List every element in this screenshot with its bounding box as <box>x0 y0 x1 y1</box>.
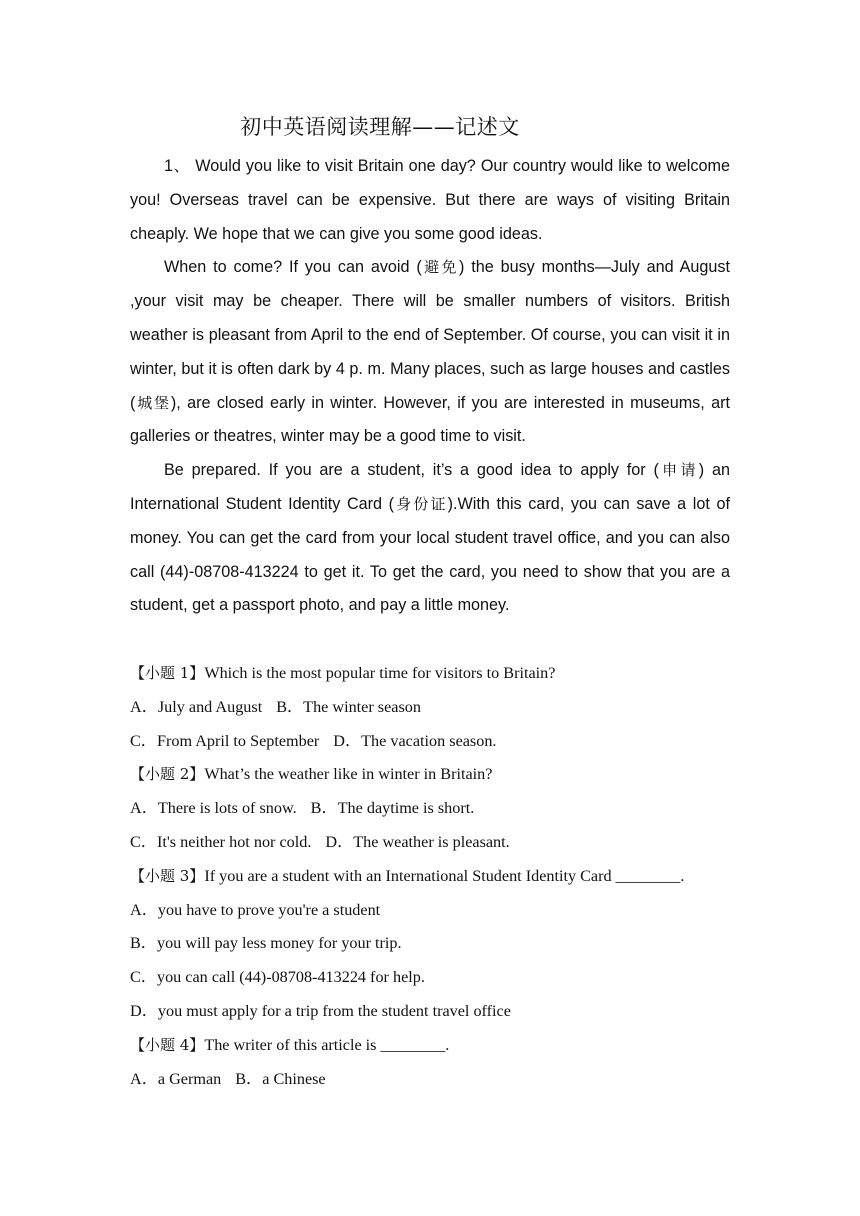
paragraph-2 <box>130 251 730 454</box>
question-stem <box>130 860 750 894</box>
gloss-avoid: 避免 <box>421 258 459 277</box>
gloss-apply: 申请 <box>658 461 699 480</box>
answer-option: A．There is lots of snow. <box>130 799 297 818</box>
answer-option: B．a Chinese <box>235 1069 326 1088</box>
answer-option: D．you must apply for a trip from the student travel office <box>130 1001 511 1020</box>
answer-option: C．It's neither hot nor cold. <box>130 832 312 851</box>
paragraph-3 <box>130 454 730 623</box>
paragraph-2-text-c: ), are closed early in winter. However, if you are interested in museums, art galleries or theatres, winter may be a good time to visit. <box>130 393 730 446</box>
passage <box>130 150 730 623</box>
paragraph-2-text-b: ) the busy months—July and August ,your visit may be cheaper. There will be smaller numbers of visitors. British weather is pleasant from April to the end of September. Of course, you can visit it in winter, but it is often dark by 4 p. m. Many places, such as large houses and castles ( <box>130 258 730 412</box>
question-tag: 【小题 4】 <box>130 1035 205 1054</box>
question-tag: 【小题 1】 <box>130 664 205 682</box>
option-line <box>130 961 750 995</box>
answer-option: A．you have to prove you're a student <box>130 900 381 919</box>
option-line <box>130 691 750 725</box>
question-tag: 【小题 3】 <box>130 866 205 885</box>
question-tag: 【小题 2】 <box>130 765 205 784</box>
option-line <box>130 725 750 759</box>
paragraph-1-text: Would you like to visit Britain one day? Our country would like to welcome you! Overseas travel can be expensive. But there are ways of visiting Britain cheaply. We hope that we can give you some good ideas. <box>130 157 730 243</box>
question-text: What’s the weather like in winter in Britain? <box>204 765 493 784</box>
option-line <box>130 826 750 860</box>
answer-option: A．a German <box>130 1069 222 1088</box>
answer-option: A．July and August <box>130 697 263 716</box>
question-stem <box>130 657 750 691</box>
option-line <box>130 927 750 961</box>
answer-option: C．From April to September <box>130 731 320 750</box>
question-stem <box>130 1029 750 1063</box>
answer-option: D．The weather is pleasant. <box>325 832 510 851</box>
paragraph-1 <box>130 150 730 251</box>
option-line <box>130 792 750 826</box>
question-number: 1、 <box>164 157 191 175</box>
option-line <box>130 894 750 928</box>
page-title: 初中英语阅读理解——记述文 <box>240 115 520 139</box>
gloss-castles: 城堡 <box>135 393 171 412</box>
answer-option: D．The vacation season. <box>333 731 497 750</box>
question-text: If you are a student with an International Student Identity Card ________. <box>204 866 685 885</box>
answer-option: B．The winter season <box>276 697 421 716</box>
paragraph-2-text-a: When to come? If you can avoid ( <box>164 258 422 277</box>
option-line <box>130 1063 750 1097</box>
gloss-identity-card: 身份证 <box>394 494 448 513</box>
paragraph-3-text-b: ) an International Student Identity Card ( <box>130 461 730 513</box>
question-text: The writer of this article is ________. <box>204 1035 450 1054</box>
question-text: Which is the most popular time for visitors to Britain? <box>204 664 556 682</box>
option-line <box>130 995 750 1029</box>
answer-option: B．The daytime is short. <box>310 799 475 818</box>
answer-option: B．you will pay less money for your trip. <box>130 934 402 953</box>
paragraph-3-text-a: Be prepared. If you are a student, it’s a good idea to apply for ( <box>164 461 659 480</box>
answer-option: C．you can call (44)-08708-413224 for help. <box>130 968 425 987</box>
question-list <box>130 657 750 1096</box>
question-stem <box>130 758 750 792</box>
paragraph-3-text-c: ).With this card, you can save a lot of money. You can get the card from your local student travel office, and you can also call (44)-08708-413224 to get it. To get the card, you need to show that you are a student, get a passport photo, and pay a little money. <box>130 494 730 615</box>
